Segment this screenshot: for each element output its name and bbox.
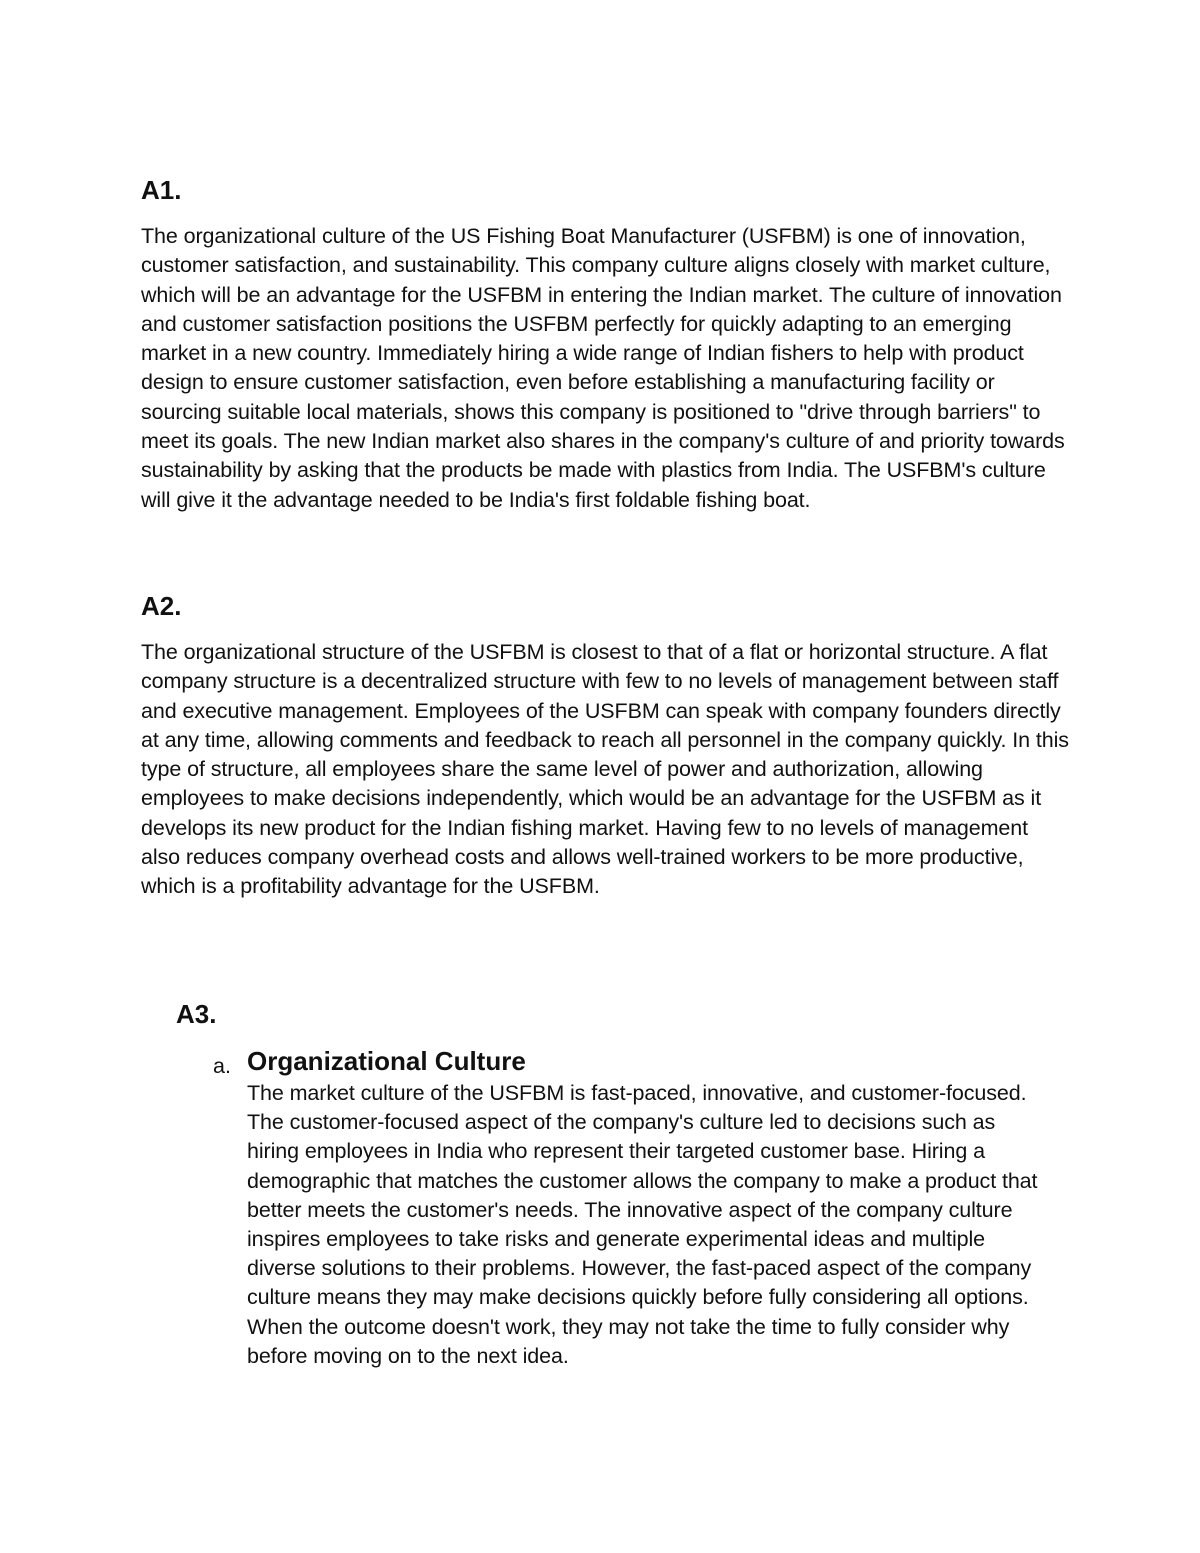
section-heading-a3: A3. — [176, 999, 217, 1029]
section-body-a1: The organizational culture of the US Fishing Boat Manufacturer (USFBM) is one of innovation, customer satisfaction, and sustainability. This company culture aligns closely with market culture, which will be an advantage for the USFBM in entering the Indian market. The culture of innovation and customer satisfaction positions the USFBM perfectly for quickly adapting to an emerging market in a new country. Immediately hiring a wide range of Indian fishers to help with product design to ensure customer satisfaction, even before establishing a manufacturing facility or sourcing suitable local materials, shows this company is positioned to "drive through barriers" to meet its goals. The new Indian market also shares in the company's culture of and priority towards sustainability by asking that the products be made with plastics from India. The USFBM's culture will give it the advantage needed to be India's first foldable fishing boat. — [141, 224, 1065, 512]
section-heading-a1: A1. — [141, 175, 182, 205]
list-item-body: The market culture of the USFBM is fast-paced, innovative, and customer-focused. The customer-focused aspect of the company's culture led to decisions such as hiring employees in India who represent their targeted customer base. Hiring a demographic that matches the customer allows the company to make a product that better meets the customer's needs. The innovative aspect of the company culture inspires employees to take risks and generate experimental ideas and multiple diverse solutions to their problems. However, the fast-paced aspect of the company culture means they may make decisions quickly before fully considering all options. When the outcome doesn't work, they may not take the time to fully consider why before moving on to the next idea. — [247, 1081, 1038, 1368]
section-heading-a2: A2. — [141, 591, 182, 621]
section-body-a2: The organizational structure of the USFBM is closest to that of a flat or horizontal structure. A flat company structure is a decentralized structure with few to no levels of management between staff and executive management. Employees of the USFBM can speak with company founders directly at any time, allowing comments and feedback to reach all personnel in the company quickly. In this type of structure, all employees share the same level of power and authorization, allowing employees to make decisions independently, which would be an advantage for the USFBM as it develops its new product for the Indian fishing market. Having few to no levels of management also reduces company overhead costs and allows well-trained workers to be more productive, which is a profitability advantage for the USFBM. — [141, 640, 1069, 899]
list-marker: a. — [213, 1054, 231, 1078]
list-item-title: Organizational Culture — [247, 1046, 526, 1076]
